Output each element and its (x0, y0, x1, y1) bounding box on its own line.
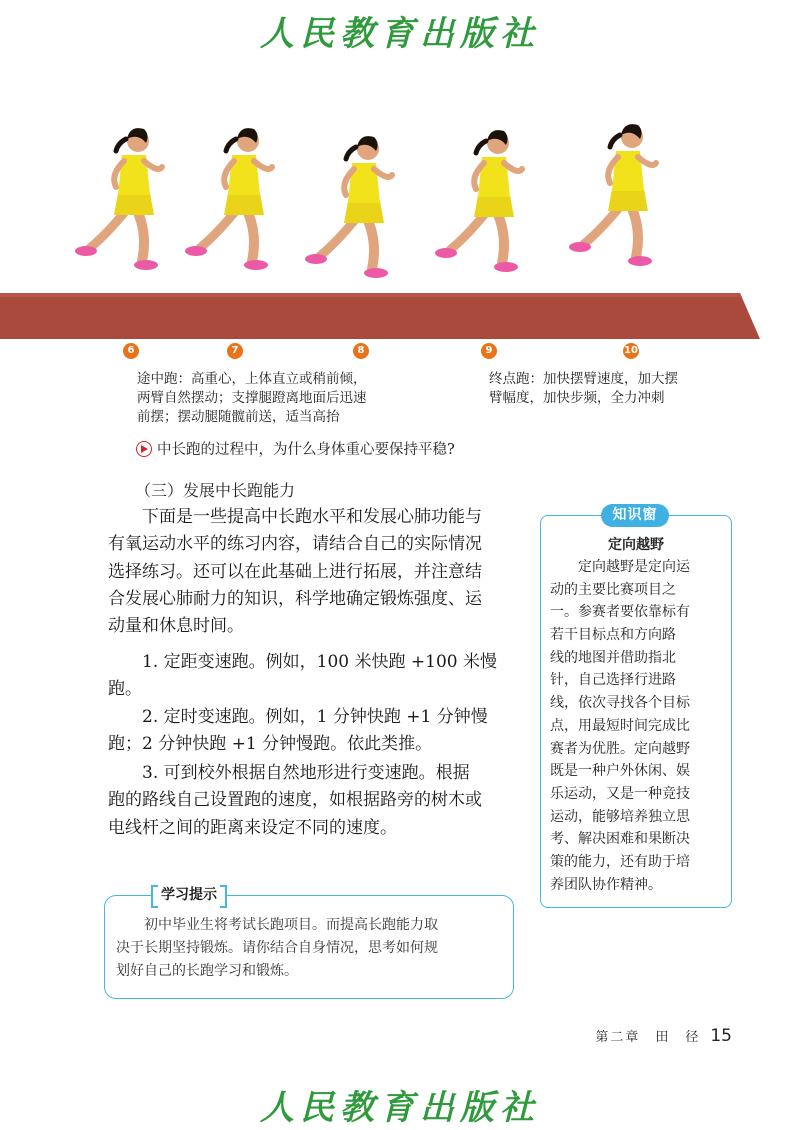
knowledge-window-title: 定向越野 (608, 537, 664, 553)
publisher-header: 人民教育出版社 (260, 14, 540, 54)
chapter-label: 第二章 田 径 (595, 1030, 701, 1045)
page-footer (595, 1026, 732, 1046)
page-number: 15 (710, 1026, 732, 1046)
step-number-8: 8 (353, 343, 369, 359)
step-number-7: 7 (227, 343, 243, 359)
knowledge-window-tab: 知识窗 (601, 504, 669, 527)
step-number-10: 10 (623, 343, 639, 359)
learning-tip-label: 学习提示 (153, 882, 225, 908)
intro-paragraph: 下面是一些提高中长跑水平和发展心肺功能与 有氧运动水平的练习内容，请结合自己的实际情况 选择练习。还可以在此基础上进行拓展，并注意结 合发展心肺耐力的知识，科学地确定锻炼强度、运 动量和休息时间。 (108, 507, 482, 637)
knowledge-window-text: 定向越野是定向运 动的主要比赛项目之 一。参赛者要依靠标有 若干目标点和方向路 线的地图并借助指北 针，自己选择行进路 线，依次寻找各个目标 点，用最短时间完成比 赛者为优胜。定向越野 既是一种户外休闲、娱 乐运动，又是一种竞技 运动，能够培养独立思 考、解决困难和果断决 策的能力，还有助于培 养团队协作精神。 (550, 559, 690, 893)
discussion-question: 中长跑的过程中，为什么身体重心要保持平稳? (136, 438, 455, 459)
section-title: （三）发展中长跑能力 (135, 481, 296, 500)
exercise-item-2: 2. 定时变速跑。例如，1 分钟快跑 +1 分钟慢 跑；2 分钟快跑 +1 分钟慢跑。依此类推。 (108, 707, 488, 755)
running-sequence-photo (0, 105, 800, 345)
exercise-item-1: 1. 定距变速跑。例如，100 米快跑 +100 米慢 跑。 (108, 652, 497, 700)
step-number-9: 9 (481, 343, 497, 359)
caption-middle-run: 途中跑：高重心，上体直立或稍前倾， 两臂自然摆动；支撑腿蹬离地面后迅速 前摆；摆动腿随髋前送，适当高抬 (137, 371, 367, 425)
exercise-item-3: 3. 可到校外根据自然地形进行变速跑。根据 跑的路线自己设置跑的速度，如根据路旁的树木或 电线杆之间的距离来设定不同的速度。 (108, 763, 482, 838)
publisher-footer: 人民教育出版社 (260, 1088, 540, 1128)
learning-tip-text: 初中毕业生将考试长跑项目。而提高长跑能力取 决于长期坚持锻炼。请你结合自身情况，思考如何规 划好自己的长跑学习和锻炼。 (116, 917, 438, 979)
caption-finish-run: 终点跑：加快摆臂速度，加大摆 臂幅度，加快步频，全力冲刺 (489, 371, 678, 406)
step-number-6: 6 (123, 343, 139, 359)
play-icon (136, 441, 152, 457)
